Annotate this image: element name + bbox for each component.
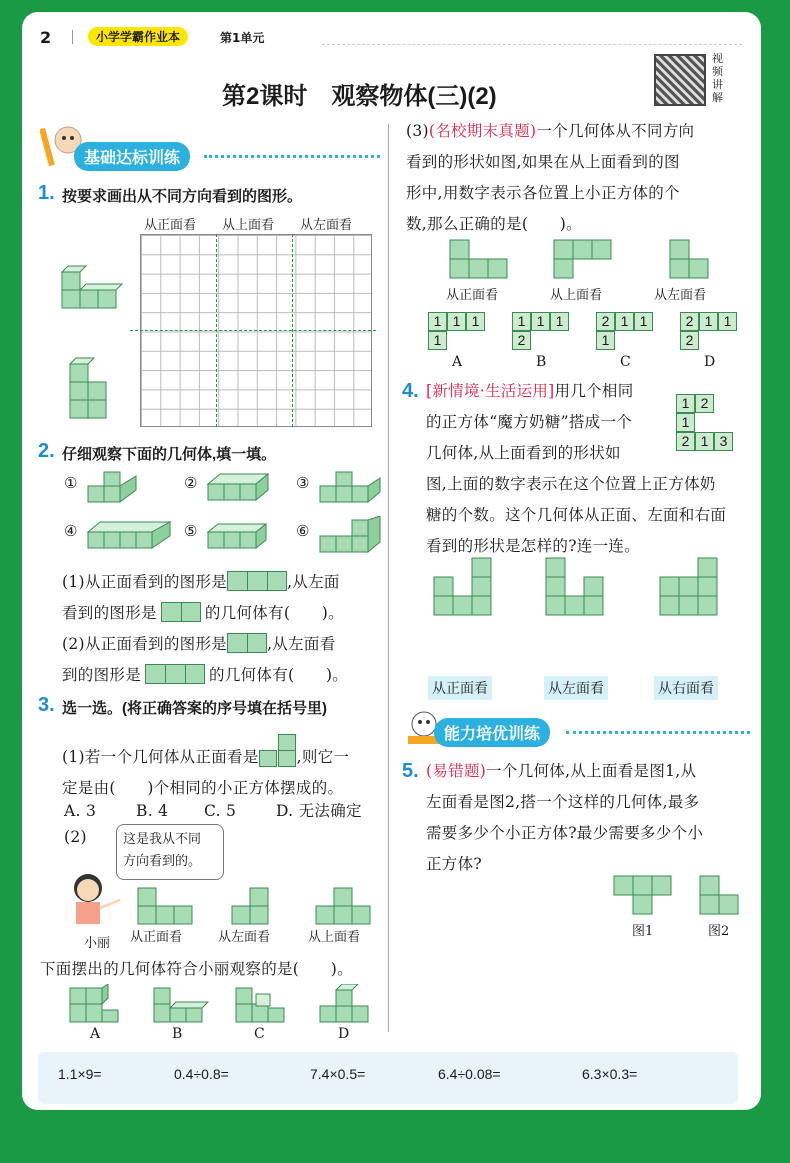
grid-cell: 1 [695, 432, 714, 451]
q3-text: 选一选。(将正确答案的序号填在括号里) [62, 700, 327, 717]
choice-c-cell: 1 [634, 312, 653, 331]
option-c[interactable]: C. 5 [204, 802, 237, 820]
footer-practice [38, 1052, 738, 1104]
q2-line1b: ,从左面 [287, 573, 340, 591]
choice-b-cell: 1 [512, 312, 531, 331]
solid-2 [206, 470, 286, 506]
qr-code-icon[interactable] [654, 54, 706, 106]
bubble-line1: 这是我从不同 [123, 832, 202, 847]
q5-l4: 正方体? [426, 855, 483, 873]
section-dots [204, 155, 380, 158]
q2-number: 2. [38, 440, 55, 462]
q4-top-grid [676, 394, 738, 454]
section-advanced-title: 能力培优训练 [434, 718, 550, 747]
q5-body [426, 756, 756, 880]
q3-p2: (2) [64, 828, 87, 846]
q3-number: 3. [38, 694, 55, 716]
q3-p3b: 一个几何体从不同方向 [536, 122, 695, 140]
pencil-mascot-icon [40, 122, 70, 172]
choice-c-cell: 2 [596, 312, 615, 331]
book-tag: 小学学霸作业本 [88, 27, 188, 46]
q2-line3a: (2)从正面看到的图形是 [62, 635, 228, 653]
grid-cell: 3 [714, 432, 733, 451]
footer-item[interactable]: 0.4÷0.8= [174, 1066, 229, 1082]
q4-l3: 几何体,从上面看到的形状如 [426, 444, 621, 462]
choice-b-cell: 1 [531, 312, 550, 331]
q1-view-left: 从左面看 [300, 218, 353, 233]
marker-6: ⑥ [296, 522, 310, 540]
grid-divider [130, 330, 376, 331]
choice-c-cell: 1 [615, 312, 634, 331]
choice-a-cell: 1 [466, 312, 485, 331]
header-rule [322, 44, 742, 45]
choice-c-cell: 1 [596, 331, 615, 350]
view-front-shape [136, 886, 196, 926]
q5-tag: (易错题) [426, 762, 487, 780]
choice-b-cell: 2 [512, 331, 531, 350]
q2-line4b: 的几何体有( )。 [209, 666, 349, 684]
q3-p3d: 形中,用数字表示各位置上小正方体的个 [406, 184, 680, 202]
choice-d-letter: D [338, 1026, 350, 1042]
choice-solid-d[interactable] [318, 984, 378, 1026]
q4-l1: 用几个相同 [554, 382, 634, 400]
q5-l1: 一个几何体,从上面看是图1,从 [486, 762, 697, 780]
header [22, 22, 761, 52]
choice-solid-a[interactable] [68, 984, 128, 1026]
video-label: 视频讲解 [712, 52, 723, 104]
solid-4 [86, 516, 182, 552]
q3-p3-tag: (名校期末真题) [428, 122, 537, 140]
q2-line1a: (1)从正面看到的图形是 [62, 573, 228, 591]
unit-label: 第1单元 [220, 31, 265, 45]
grid-cell: 2 [695, 394, 714, 413]
grid-cell: 2 [676, 432, 695, 451]
choice-d-cell: 1 [718, 312, 737, 331]
girl-xiaoli-icon [66, 868, 126, 936]
view-left-label: 从左面看 [218, 930, 271, 945]
shape-l [259, 734, 297, 768]
q5-number: 5. [402, 760, 419, 782]
footer-item[interactable]: 1.1×9= [58, 1066, 102, 1082]
speech-bubble [116, 824, 224, 880]
q4-l5: 糖的个数。这个几何体从正面、左面和右面 [426, 506, 727, 524]
marker-2: ② [184, 474, 198, 492]
choice-b-letter[interactable]: B [536, 354, 547, 370]
q5-fig1-label: 图1 [632, 924, 654, 939]
solid-3 [318, 470, 398, 506]
q3-part1 [62, 734, 388, 804]
q2-solids [64, 474, 384, 564]
choice-a-letter[interactable]: A [452, 354, 463, 370]
q1-view-top: 从上面看 [222, 218, 275, 233]
q3-p3c: 看到的形状如图,如果在从上面看到的图 [406, 153, 680, 171]
q4-l4: 图,上面的数字表示在这个位置上正方体奶 [426, 475, 716, 493]
choice-b-letter: B [172, 1026, 183, 1042]
q5-figure-2 [698, 874, 742, 916]
q4-tag: [新情境·生活运用] [426, 382, 555, 400]
option-d[interactable]: D. 无法确定 [276, 802, 362, 820]
column-divider [388, 124, 389, 1032]
choice-d-cell: 1 [699, 312, 718, 331]
q4-label-right[interactable]: 从右面看 [654, 676, 718, 700]
footer-item[interactable]: 7.4×0.5= [310, 1066, 366, 1082]
page-number: 2 [40, 28, 52, 47]
q3-3-left-shape [668, 238, 712, 280]
q3-p2-question: 下面摆出的几何体符合小丽观察的是( )。 [40, 960, 353, 978]
q2-line2b: 的几何体有( )。 [204, 604, 344, 622]
shape-two-row [161, 602, 201, 622]
choice-solid-c[interactable] [234, 984, 294, 1026]
q5-figure-1 [612, 874, 674, 916]
shape-three-row [227, 571, 287, 591]
section-dots [566, 731, 750, 734]
q3-p1b: ,则它一 [296, 748, 350, 766]
q3-3-front-label: 从正面看 [446, 288, 499, 303]
q1-text: 按要求画出从不同方向看到的图形。 [62, 188, 303, 205]
q4-label-front[interactable]: 从正面看 [428, 676, 492, 700]
q1-view-front: 从正面看 [144, 218, 197, 233]
option-b[interactable]: B. 4 [136, 802, 169, 820]
q2-line2a: 看到的图形是 [62, 604, 157, 622]
q3-3-left-label: 从左面看 [654, 288, 707, 303]
q4-l2: 的正方体“魔方奶糖”搭成一个 [426, 413, 633, 431]
choice-d-cell: 2 [680, 331, 699, 350]
choice-c-letter: C [254, 1026, 265, 1042]
choice-solid-b[interactable] [152, 984, 212, 1026]
choice-a-cell: 1 [428, 331, 447, 350]
q2-line4a: 到的图形是 [62, 666, 142, 684]
q4-shape-3[interactable] [658, 556, 720, 618]
marker-5: ⑤ [184, 522, 198, 540]
footer-item[interactable]: 6.3×0.3= [582, 1066, 638, 1082]
page-title: 第2课时 观察物体(三)(2) [222, 83, 497, 110]
solid-5 [206, 516, 276, 552]
bubble-line2: 方向看到的。 [123, 854, 202, 869]
choice-c-letter[interactable]: C [620, 354, 631, 370]
q2-body [62, 567, 388, 691]
q5-l3: 需要多少个小正方体?最少需要多少个小 [426, 824, 704, 842]
q2-text: 仔细观察下面的几何体,填一填。 [62, 446, 277, 463]
q1-number: 1. [38, 182, 55, 204]
page [22, 12, 761, 1110]
solid-6 [318, 516, 398, 556]
choice-d-letter[interactable]: D [704, 354, 716, 370]
solid-1 [86, 470, 154, 506]
q4-l6: 看到的形状是怎样的?连一连。 [426, 537, 641, 555]
grid-cell: 1 [676, 394, 695, 413]
view-left-shape [230, 886, 274, 926]
view-top-label: 从上面看 [308, 930, 361, 945]
q5-fig2-label: 图2 [708, 924, 730, 939]
marker-3: ③ [296, 474, 310, 492]
marker-1: ① [64, 474, 78, 492]
girl-name: 小丽 [84, 936, 111, 951]
q1-solid-1 [60, 262, 124, 312]
marker-4: ④ [64, 522, 78, 540]
choice-a-cell: 1 [428, 312, 447, 331]
q3-p1a: (1)若一个几何体从正面看是 [62, 748, 259, 766]
choice-a-letter: A [90, 1026, 101, 1042]
view-front-label: 从正面看 [130, 930, 183, 945]
q4-label-left[interactable]: 从左面看 [544, 676, 608, 700]
option-a[interactable]: A. 3 [64, 802, 97, 820]
q3-3-front-shape [448, 238, 510, 280]
q3-3-top-label: 从上面看 [550, 288, 603, 303]
q3-p3e: 数,那么正确的是( )。 [406, 215, 582, 233]
choice-a-cell: 1 [447, 312, 466, 331]
q3-part3 [406, 116, 752, 240]
q4-shape-2[interactable] [544, 556, 606, 618]
q4-number: 4. [402, 380, 419, 402]
q1-solid-2 [68, 352, 116, 422]
section-basic-title: 基础达标训练 [74, 142, 190, 171]
grid-cell: 1 [676, 413, 695, 432]
footer-item[interactable]: 6.4÷0.08= [438, 1066, 501, 1082]
choice-d-cell: 2 [680, 312, 699, 331]
q4-shape-1[interactable] [432, 556, 494, 618]
shape-two-row [227, 633, 267, 653]
view-top-shape [314, 886, 374, 926]
divider [72, 30, 73, 44]
choice-b-cell: 1 [550, 312, 569, 331]
q3-p2-choices [68, 984, 388, 1044]
q3-p3a: (3) [406, 122, 429, 140]
shape-three-row [145, 664, 205, 684]
q3-p1c: 定是由( )个相同的小正方体摆成的。 [62, 779, 344, 797]
q5-l2: 左面看是图2,搭一个这样的几何体,最多 [426, 793, 700, 811]
q3-3-top-shape [552, 238, 614, 280]
q2-line3b: ,从左面看 [267, 635, 336, 653]
